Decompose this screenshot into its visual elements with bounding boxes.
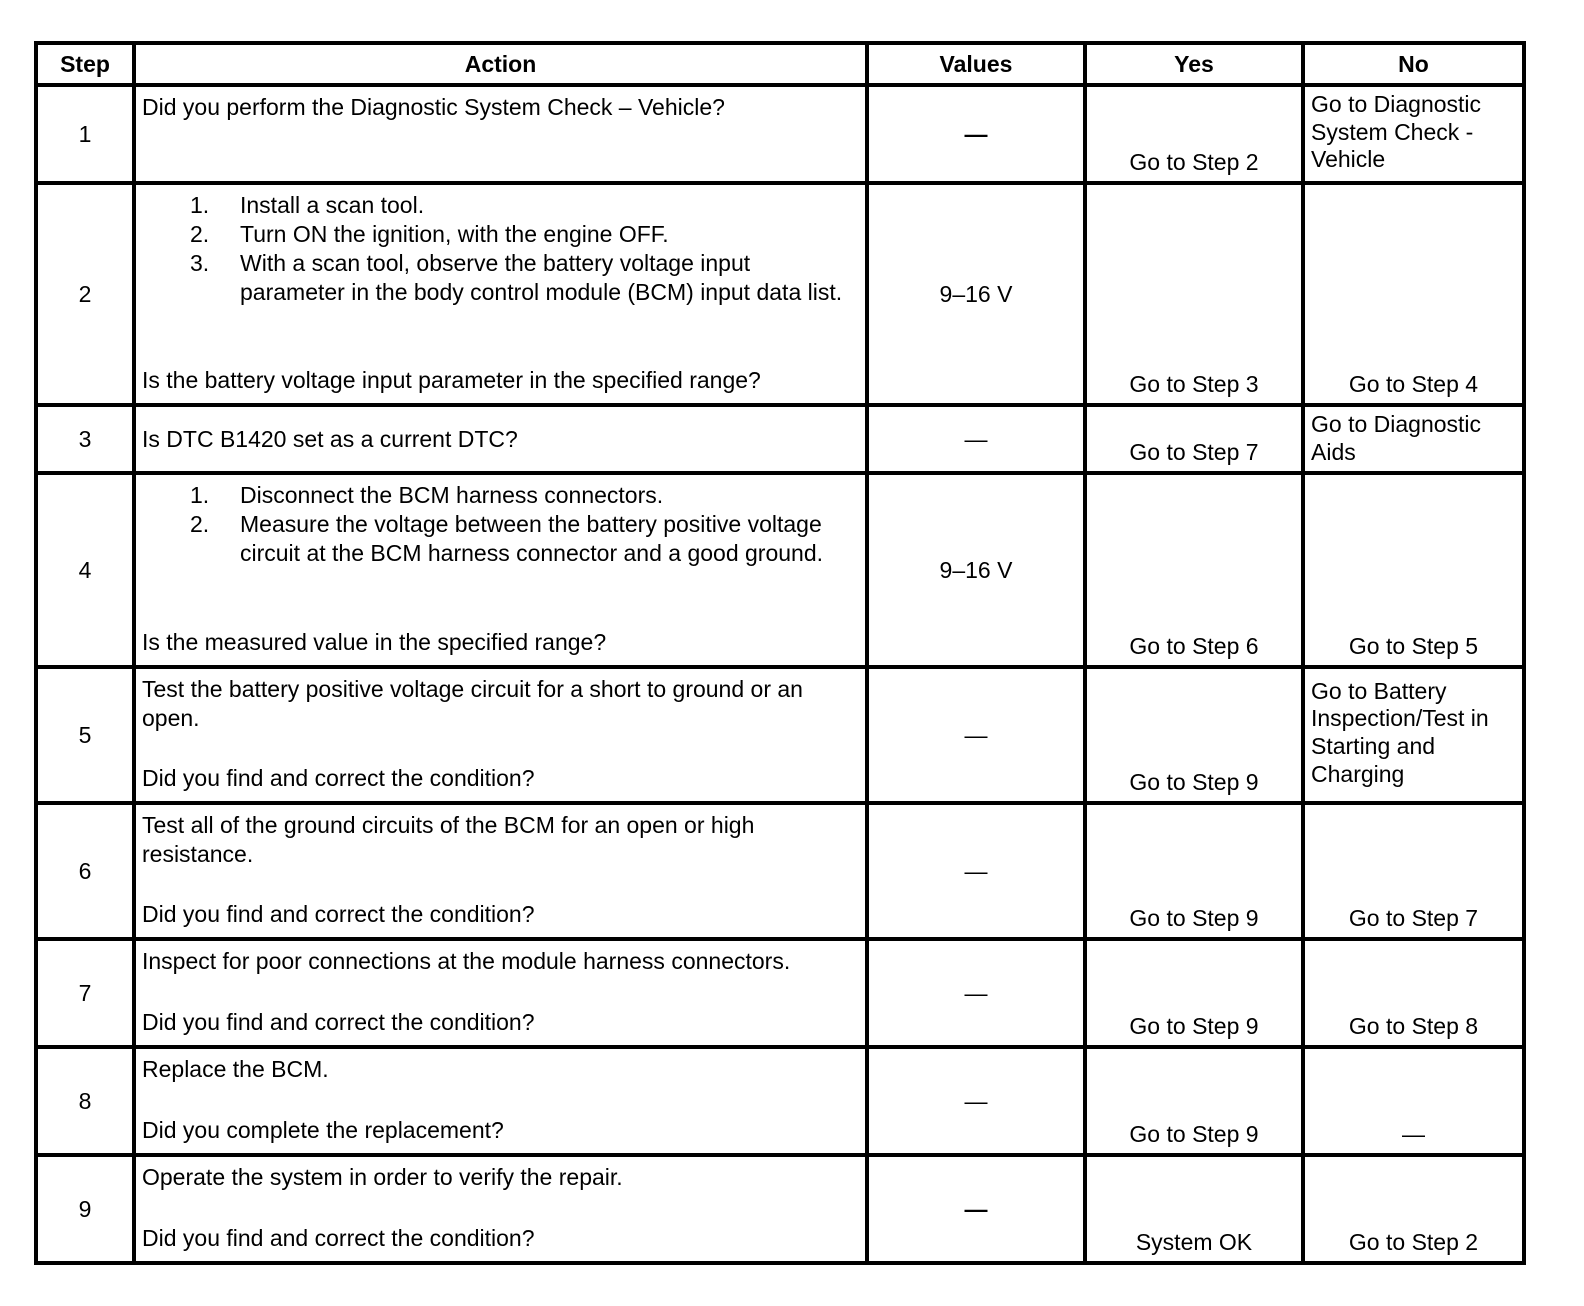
action-text: Is DTC B1420 set as a current DTC?	[142, 425, 518, 452]
value-cell: —	[867, 405, 1085, 473]
value-cell: —	[867, 85, 1085, 183]
step-number: 4	[36, 473, 134, 667]
no-cell: Go to Step 4	[1303, 183, 1524, 405]
yes-cell: Go to Step 7	[1085, 405, 1303, 473]
action-question: Is the battery voltage input parameter in the specified range?	[142, 367, 761, 393]
step-number: 5	[36, 667, 134, 803]
list-item: 2. Turn ON the ignition, with the engine OFF.	[190, 221, 669, 247]
table-row	[36, 803, 1524, 939]
action-cell	[134, 85, 867, 183]
value-cell: 9–16 V	[867, 473, 1085, 667]
yes-cell: Go to Step 9	[1085, 1047, 1303, 1155]
action-cell	[134, 1155, 867, 1263]
action-question: Did you find and correct the condition?	[142, 1009, 535, 1035]
table-row	[36, 1047, 1524, 1155]
value-cell: —	[867, 1155, 1085, 1263]
table-row	[36, 1155, 1524, 1263]
step-number: 6	[36, 803, 134, 939]
no-cell: Go to Step 8	[1303, 939, 1524, 1047]
step-number: 3	[36, 405, 134, 473]
action-question: Did you complete the replacement?	[142, 1117, 504, 1143]
action-steps	[142, 481, 857, 568]
table-row	[36, 473, 1524, 667]
action-steps	[142, 191, 857, 307]
list-item: 3. With a scan tool, observe the battery voltage input parameter in the body control module (BCM) input data list.	[190, 250, 843, 305]
table-row	[36, 183, 1524, 405]
yes-cell: Go to Step 9	[1085, 803, 1303, 939]
action-text: Did you perform the Diagnostic System Check – Vehicle?	[142, 94, 725, 120]
step-number: 2	[36, 183, 134, 405]
no-cell: Go to Step 5	[1303, 473, 1524, 667]
action-question: Did you find and correct the condition?	[142, 765, 535, 791]
no-cell: —	[1303, 1047, 1524, 1155]
header-step: Step	[36, 43, 134, 85]
step-number: 7	[36, 939, 134, 1047]
step-number: 8	[36, 1047, 134, 1155]
no-cell: Go to Step 2	[1303, 1155, 1524, 1263]
action-text: Replace the BCM.	[142, 1056, 329, 1082]
value-cell: —	[867, 1047, 1085, 1155]
no-cell: Go to Diagnostic System Check - Vehicle	[1303, 85, 1524, 183]
yes-cell: Go to Step 9	[1085, 939, 1303, 1047]
header-row	[36, 43, 1524, 85]
action-cell	[134, 803, 867, 939]
value-cell: —	[867, 803, 1085, 939]
value-cell: —	[867, 939, 1085, 1047]
yes-cell: Go to Step 9	[1085, 667, 1303, 803]
action-cell	[134, 667, 867, 803]
action-cell	[134, 183, 867, 405]
header-action: Action	[134, 43, 867, 85]
value-cell: 9–16 V	[867, 183, 1085, 405]
yes-cell: Go to Step 6	[1085, 473, 1303, 667]
header-no: No	[1303, 43, 1524, 85]
list-item: 2. Measure the voltage between the battery positive voltage circuit at the BCM harness connector and a good ground.	[190, 511, 824, 566]
table-row	[36, 939, 1524, 1047]
action-question: Did you find and correct the condition?	[142, 901, 535, 927]
no-cell: Go to Step 7	[1303, 803, 1524, 939]
table-row	[36, 405, 1524, 473]
header-values: Values	[867, 43, 1085, 85]
diagnostic-table	[34, 41, 1526, 1265]
yes-cell: Go to Step 2	[1085, 85, 1303, 183]
action-cell	[134, 1047, 867, 1155]
action-text: Operate the system in order to verify the repair.	[142, 1164, 623, 1190]
list-item: 1. Disconnect the BCM harness connectors.	[190, 482, 664, 508]
table-row	[36, 85, 1524, 183]
action-text: Test all of the ground circuits of the BCM for an open or high resistance.	[142, 812, 755, 867]
no-cell: Go to Diagnostic Aids	[1303, 405, 1524, 473]
action-text: Inspect for poor connections at the module harness connectors.	[142, 948, 791, 974]
table-row	[36, 667, 1524, 803]
step-number: 9	[36, 1155, 134, 1263]
step-number: 1	[36, 85, 134, 183]
yes-cell: System OK	[1085, 1155, 1303, 1263]
no-cell: Go to Battery Inspection/Test in Starting and Charging	[1303, 667, 1524, 803]
action-cell	[134, 473, 867, 667]
action-question: Did you find and correct the condition?	[142, 1225, 535, 1251]
list-item: 1. Install a scan tool.	[190, 192, 425, 218]
action-cell	[134, 405, 867, 473]
action-question: Is the measured value in the specified range?	[142, 629, 607, 655]
yes-cell: Go to Step 3	[1085, 183, 1303, 405]
header-yes: Yes	[1085, 43, 1303, 85]
action-text: Test the battery positive voltage circuit for a short to ground or an open.	[142, 676, 803, 731]
value-cell: —	[867, 667, 1085, 803]
action-cell	[134, 939, 867, 1047]
